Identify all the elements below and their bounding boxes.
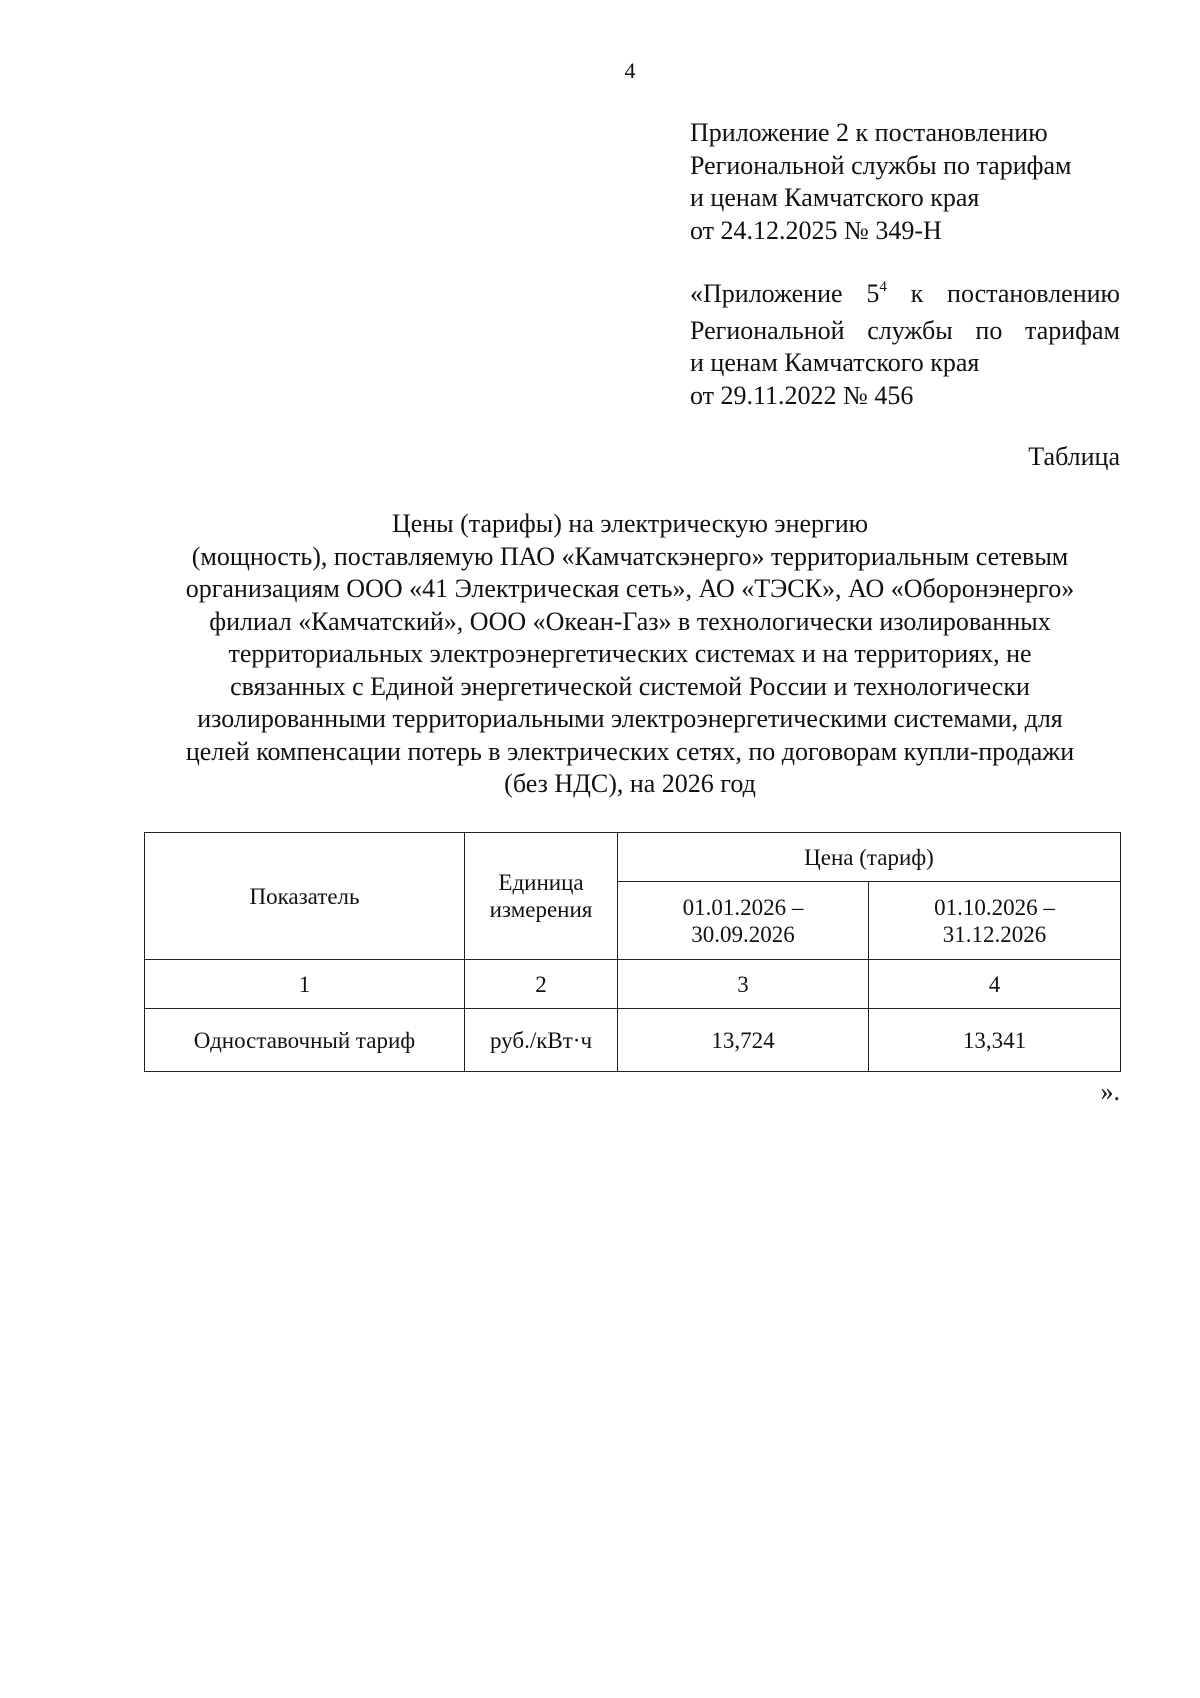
annex-quoted-line (690, 278, 1120, 315)
title-line: связанных с Единой энергетической системой России и технологически (230, 671, 1030, 701)
document-title (130, 508, 1130, 801)
header-unit-line: Единица (498, 870, 584, 895)
annex-quoted-word: по (975, 315, 1003, 345)
period-line: 31.12.2026 (942, 921, 1047, 947)
title-line: организациям ООО «41 Электрическая сеть», АО «ТЭСК», АО «Оборонэнерго» (185, 574, 1075, 603)
header-unit-line: измерения (489, 897, 593, 922)
title-line: территориальных электроэнергетических системах и на территориях, не (228, 639, 1032, 668)
page-number: 4 (624, 58, 636, 83)
row-unit: руб./кВт·ч (465, 1009, 618, 1072)
annex-quoted-word: к (910, 279, 924, 308)
tariff-table (144, 832, 1121, 1072)
annex-quoted-word: Региональной (690, 315, 845, 345)
header-period-2 (869, 882, 1121, 960)
header-unit (465, 833, 618, 960)
annex-number (866, 278, 887, 315)
annex-quoted-line: от 29.11.2022 № 456 (690, 380, 914, 410)
header-indicator: Показатель (145, 833, 465, 960)
header-price: Цена (тариф) (618, 833, 1121, 882)
column-number: 4 (869, 960, 1121, 1009)
annex-quoted-word: тарифам (1025, 315, 1120, 345)
title-line: целей компенсации потерь в электрических сетях, по договорам купли-продажи (185, 736, 1075, 766)
annex-quoted-line: и ценам Камчатского края (690, 348, 980, 377)
table-label: Таблица (1028, 442, 1120, 471)
row-price-period-2: 13,341 (869, 1009, 1121, 1072)
annex-current-line: Приложение 2 к постановлению (690, 118, 1048, 147)
title-line: (без НДС), на 2026 год (504, 769, 756, 798)
annex-quoted-word: службы (867, 315, 953, 345)
title-line: (мощность), поставляемую ПАО «Камчатскэнерго» территориальным сетевым (191, 541, 1069, 571)
annex-quoted-line (690, 315, 1120, 348)
closing-quote: ». (1100, 1077, 1120, 1106)
header-period-1 (618, 882, 869, 960)
row-price-period-1: 13,724 (618, 1009, 869, 1072)
period-line: 01.01.2026 – (682, 894, 804, 920)
annex-quoted-word: «Приложение (690, 279, 843, 308)
annex-current-line: и ценам Камчатского края (690, 183, 980, 212)
title-line: филиал «Камчатский», ООО «Океан-Газ» в технологически изолированных (209, 606, 1051, 636)
column-number: 1 (145, 960, 465, 1009)
table-row (145, 1009, 1121, 1072)
period-line: 30.09.2026 (691, 921, 795, 947)
row-indicator: Одноставочный тариф (145, 1009, 465, 1072)
annex-current-line: Региональной службы по тарифам (690, 150, 1072, 180)
table-column-numbers-row (145, 960, 1121, 1009)
column-number: 2 (465, 960, 618, 1009)
table-header-row (145, 833, 1121, 882)
annex-number-main: 5 (866, 279, 880, 308)
period-line: 01.10.2026 – (934, 894, 1055, 920)
column-number: 3 (618, 960, 869, 1009)
annex-number-superscript: 4 (879, 279, 887, 295)
annex-quoted-word: постановлению (947, 279, 1120, 308)
annex-quoted-block (690, 278, 1120, 412)
annex-current-block (690, 117, 1120, 247)
annex-current-line: от 24.12.2025 № 349-Н (690, 215, 942, 245)
title-line: Цены (тарифы) на электрическую энергию (391, 509, 869, 538)
title-line: изолированными территориальными электроэнергетическими системами, для (197, 704, 1063, 733)
